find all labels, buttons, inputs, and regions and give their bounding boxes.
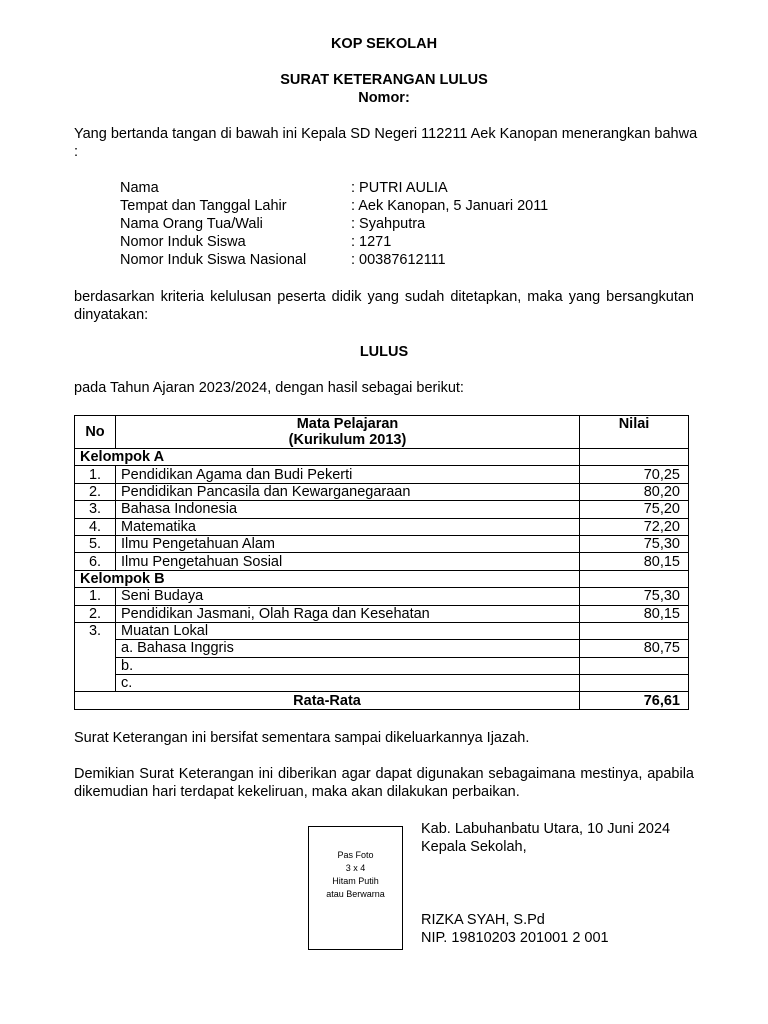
row-score: 80,15	[580, 553, 689, 570]
table-header-row	[75, 416, 689, 449]
photo-placeholder	[308, 826, 403, 950]
identity-label: Nama	[120, 180, 159, 196]
average-row	[75, 692, 689, 709]
table-row	[75, 622, 689, 639]
identity-label: Nama Orang Tua/Wali	[120, 216, 263, 232]
graduation-status: LULUS	[359, 344, 409, 360]
identity-value: : 1271	[351, 234, 392, 250]
row-subject: b.	[116, 657, 580, 674]
column-header-no: No	[75, 416, 116, 449]
table-row	[75, 553, 689, 570]
row-subject: c.	[116, 675, 580, 692]
identity-value: : 00387612111	[351, 252, 446, 268]
row-subject: Pendidikan Jasmani, Olah Raga dan Kesehatan	[116, 605, 580, 622]
table-row	[75, 657, 689, 674]
document-title: SURAT KETERANGAN LULUS	[280, 72, 488, 88]
row-number: 2.	[75, 483, 116, 500]
table-row	[75, 588, 689, 605]
group-score-cell	[580, 449, 689, 466]
row-score: 72,20	[580, 518, 689, 535]
signatory-name: RIZKA SYAH, S.Pd	[421, 912, 545, 928]
identity-row-birth	[120, 197, 640, 215]
identity-label: Nomor Induk Siswa Nasional	[120, 252, 307, 268]
row-subject: Pendidikan Pancasila dan Kewarganegaraan	[116, 483, 580, 500]
signature-place-date: Kab. Labuhanbatu Utara, 10 Juni 2024	[421, 821, 671, 837]
signatory-nip: NIP. 19810203 201001 2 001	[421, 930, 609, 946]
table-row	[75, 640, 689, 657]
photo-label: 3 x 4	[345, 863, 366, 873]
row-number: 4.	[75, 518, 116, 535]
group-label: Kelompok A	[75, 449, 580, 466]
table-row	[75, 518, 689, 535]
table-row	[75, 483, 689, 500]
row-subject: Ilmu Pengetahuan Sosial	[116, 553, 580, 570]
row-score: 80,15	[580, 605, 689, 622]
row-number: 3.	[75, 501, 116, 518]
column-header-score: Nilai	[580, 416, 689, 449]
column-header-subject	[116, 416, 580, 449]
row-subject: Ilmu Pengetahuan Alam	[116, 535, 580, 552]
criteria-paragraph: berdasarkan kriteria kelulusan peserta didik yang sudah ditetapkan, maka yang bersangkutan dinyatakan:	[74, 289, 694, 323]
academic-year-text: pada Tahun Ajaran 2023/2024, dengan hasil sebagai berikut:	[74, 380, 464, 396]
closing-paragraph: Demikian Surat Keterangan ini diberikan agar dapat digunakan sebagaimana mestinya, apabila dikemudian hari terdapat kekeliruan, maka akan dilakukan perbaikan.	[74, 766, 694, 800]
group-score-cell	[580, 570, 689, 587]
column-header-subject-line1: Mata Pelajaran	[296, 416, 399, 432]
identity-value: : Aek Kanopan, 5 Januari 2011	[351, 198, 549, 214]
row-score: 75,30	[580, 588, 689, 605]
column-header-subject-line2: (Kurikulum 2013)	[288, 432, 407, 448]
photo-label: atau Berwarna	[326, 889, 385, 899]
signature-position: Kepala Sekolah,	[421, 839, 527, 855]
row-score	[580, 675, 689, 692]
photo-label: Hitam Putih	[332, 876, 379, 886]
group-row	[75, 449, 689, 466]
average-value: 76,61	[580, 692, 689, 709]
row-subject: Seni Budaya	[116, 588, 580, 605]
grades-table	[74, 415, 689, 710]
row-number: 6.	[75, 553, 116, 570]
document-number: Nomor:	[358, 90, 410, 106]
row-number: 3.	[75, 622, 116, 692]
row-number: 2.	[75, 605, 116, 622]
table-row	[75, 501, 689, 518]
row-score: 75,20	[580, 501, 689, 518]
row-score: 75,30	[580, 535, 689, 552]
identity-label: Nomor Induk Siswa	[120, 234, 246, 250]
table-row	[75, 535, 689, 552]
intro-paragraph: Yang bertanda tangan di bawah ini Kepala SD Negeri 112211 Aek Kanopan menerangkan bahwa :	[74, 126, 698, 160]
row-subject: Matematika	[116, 518, 580, 535]
row-subject: Muatan Lokal	[116, 622, 580, 639]
group-row	[75, 570, 689, 587]
identity-label: Tempat dan Tanggal Lahir	[120, 198, 287, 214]
group-label: Kelompok B	[75, 570, 580, 587]
average-label: Rata-Rata	[75, 692, 580, 709]
identity-row-name	[120, 179, 640, 197]
photo-label: Pas Foto	[337, 850, 374, 860]
table-row	[75, 675, 689, 692]
row-subject: a. Bahasa Inggris	[116, 640, 580, 657]
row-score: 80,75	[580, 640, 689, 657]
row-subject: Pendidikan Agama dan Budi Pekerti	[116, 466, 580, 483]
row-number: 5.	[75, 535, 116, 552]
identity-row-nisn	[120, 251, 640, 269]
row-score	[580, 657, 689, 674]
identity-row-nis	[120, 233, 640, 251]
letterhead: KOP SEKOLAH	[330, 36, 438, 52]
identity-row-parent	[120, 215, 640, 233]
row-score: 80,20	[580, 483, 689, 500]
row-number: 1.	[75, 466, 116, 483]
identity-value: : Syahputra	[351, 216, 426, 232]
table-row	[75, 466, 689, 483]
temporary-note: Surat Keterangan ini bersifat sementara sampai dikeluarkannya Ijazah.	[74, 730, 530, 746]
table-row	[75, 605, 689, 622]
row-subject: Bahasa Indonesia	[116, 501, 580, 518]
row-score	[580, 622, 689, 639]
identity-value: : PUTRI AULIA	[351, 180, 448, 196]
row-score: 70,25	[580, 466, 689, 483]
row-number: 1.	[75, 588, 116, 605]
